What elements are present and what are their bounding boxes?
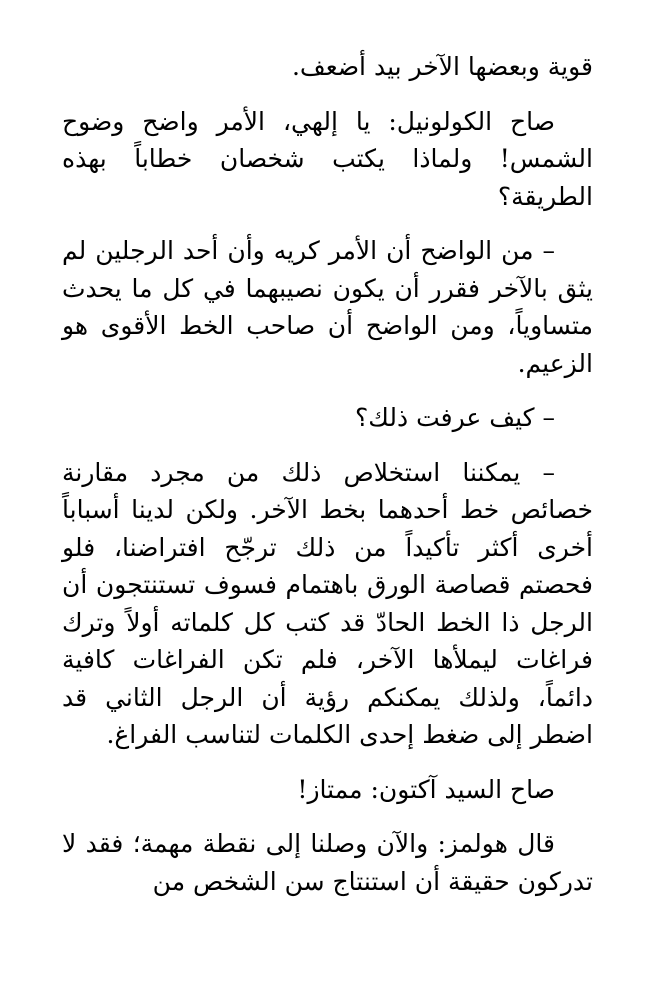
paragraph-5: – يمكننا استخلاص ذلك من مجرد مقارنة خصائص خط أحدهما بخط الآخر. ولكن لدينا أسباباً أخرى أكثر تأكيداً من ذلك ترجّح افتراضنا، فلو فحصتم قصاصة الورق باهتمام فسوف تستنتجون أن الرجل ذا الخط الحادّ قد كتب كل كلماته أولاً وترك فراغات ليملأها الآخر، فلم تكن الفراغات كافية دائماً، ولذلك يمكنكم رؤية أن الرجل الثاني قد اضطر إلى ضغط إحدى الكلمات لتناسب الفراغ. bbox=[62, 457, 593, 749]
paragraph-6: صاح السيد آكتون: ممتاز! bbox=[297, 774, 555, 804]
paragraph-4: – كيف عرفت ذلك؟ bbox=[355, 403, 555, 432]
paragraph-2: صاح الكولونيل: يا إلهي، الأمر واضح وضوح الشمس! ولماذا يكتب شخصان خطاباً بهذه الطريقة؟ bbox=[62, 106, 593, 211]
paragraph-7: قال هولمز: والآن وصلنا إلى نقطة مهمة؛ فقد لا تدركون حقيقة أن استنتاج سن الشخص من bbox=[62, 829, 593, 896]
paragraph-1: قوية وبعضها الآخر بيد أضعف. bbox=[291, 52, 593, 81]
paragraph-3: – من الواضح أن الأمر كريه وأن أحد الرجلين لم يثق بالآخر فقرر أن يكون نصيبهما في كل ما يحدث متساوياً، ومن الواضح أن صاحب الخط الأقوى هو الزعيم. bbox=[62, 236, 593, 378]
